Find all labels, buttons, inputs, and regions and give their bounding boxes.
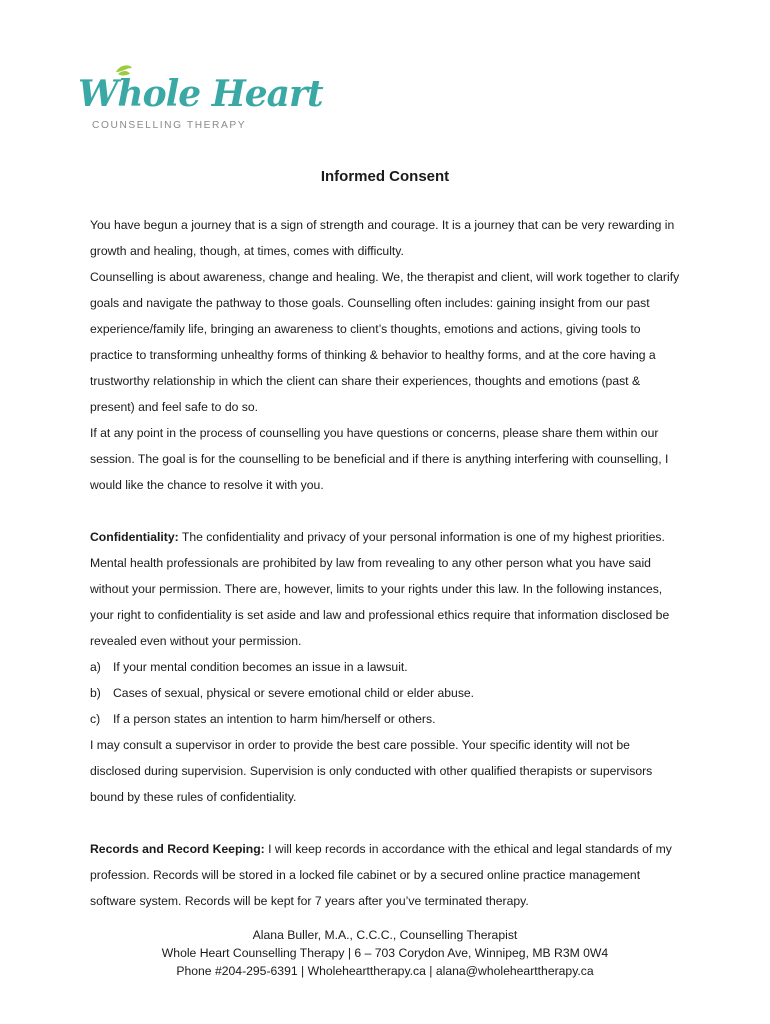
list-item-text: Cases of sexual, physical or severe emotional child or elder abuse. (113, 686, 475, 700)
list-item-text: If your mental condition becomes an issue in a lawsuit. (113, 660, 408, 674)
list-item-label: c) (90, 712, 101, 726)
confidentiality-paragraph (90, 524, 680, 654)
page-footer (0, 926, 770, 980)
document-body (90, 212, 680, 914)
list-item (90, 680, 680, 706)
list-item (90, 706, 680, 732)
page-title: Informed Consent (320, 168, 450, 185)
whole-heart-logo (76, 64, 323, 136)
footer-therapist-line: Alana Buller, M.A., C.C.C., Counselling Therapist (252, 928, 518, 942)
intro-paragraph-2: Counselling is about awareness, change and healing. We, the therapist and client, will work together to clarify goals and navigate the pathway to those goals. Counselling often includes: gaining insight from our past experience/family life, bringing an awareness to client’s thoughts, emotions and actions, giving tools to practice to transforming unhealthy forms of thinking & behavior to healthy forms, and at the core having a trustworthy relationship in which the client can share their experiences, thoughts and emotions (past & present) and feel safe to do so. (90, 270, 680, 414)
list-item-text: If a person states an intention to harm him/herself or others. (113, 712, 436, 726)
intro-paragraph-1: You have begun a journey that is a sign of strength and courage. It is a journey that can be very rewarding in growth and healing, though, at times, comes with difficulty. (90, 218, 675, 258)
logo-script-graphic (76, 64, 323, 118)
records-heading: Records and Record Keeping: (90, 842, 265, 856)
footer-contact-line: Phone #204-295-6391 | Wholehearttherapy.ca | alana@wholehearttherapy.ca (176, 964, 594, 978)
logo-subtitle: COUNSELLING THERAPY (92, 120, 247, 131)
logo-script-text: Whole Heart (78, 73, 323, 115)
list-item-label: b) (90, 686, 101, 700)
records-text: I will keep records in accordance with the ethical and legal standards of my profession. Records will be stored in a locked file cabinet or by a secured online practice management software system. Records will be kept for 7 years after you’ve terminated therapy. (90, 842, 672, 908)
supervision-paragraph: I may consult a supervisor in order to provide the best care possible. Your specific identity will not be disclosed during supervision. Supervision is only conducted with other qualified therapists or supervisors bound by these rules of confidentiality. (90, 738, 653, 804)
intro-paragraph-3: If at any point in the process of counselling you have questions or concerns, please share them within our session. The goal is for the counselling to be beneficial and if there is anything interfering with counselling, I would like the chance to resolve it with you. (90, 426, 669, 492)
confidentiality-text: The confidentiality and privacy of your personal information is one of my highest priorities. Mental health professionals are prohibited by law from revealing to any other person what you have said without your permission. There are, however, limits to your rights under this law. In the following instances, your right to confidentiality is set aside and law and professional ethics require that information disclosed be revealed even without your permission. (90, 530, 670, 648)
list-item-label: a) (90, 660, 101, 674)
list-item (90, 654, 680, 680)
records-paragraph (90, 836, 680, 914)
confidentiality-heading: Confidentiality: (90, 530, 179, 544)
footer-address-line: Whole Heart Counselling Therapy | 6 – 703 Corydon Ave, Winnipeg, MB R3M 0W4 (161, 946, 609, 960)
